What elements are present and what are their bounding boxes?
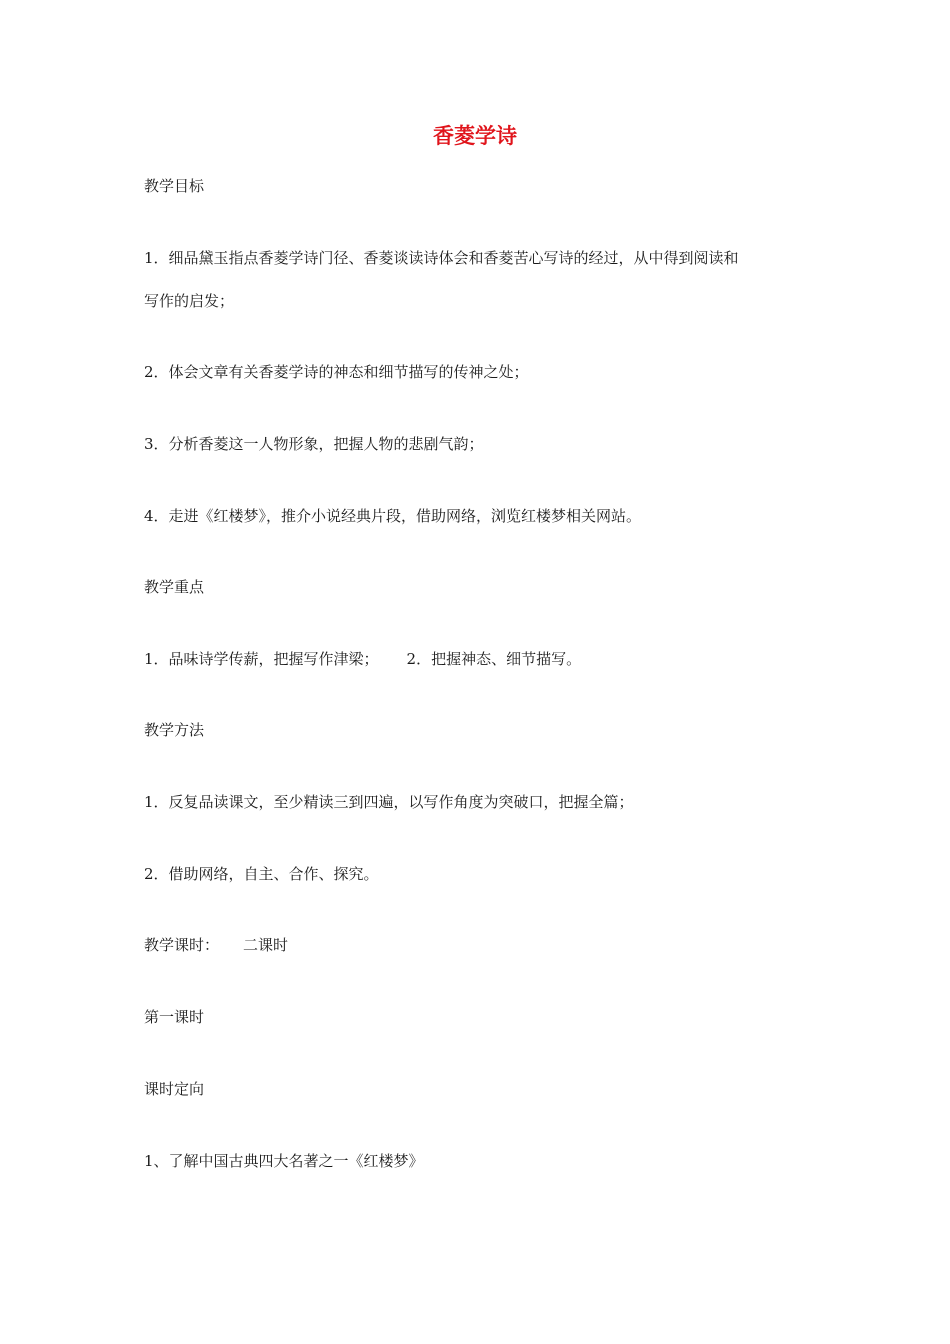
key-point-1: 1．品味诗学传薪，把握写作津梁； xyxy=(144,650,379,668)
lesson-hours-row xyxy=(144,935,288,955)
goal-item-3: 3．分析香菱这一人物形象，把握人物的悲剧气韵； xyxy=(144,435,484,453)
key-points-heading: 教学重点 xyxy=(144,578,205,596)
method-item-1: 1．反复品读课文，至少精读三到四遍，以写作角度为突破口，把握全篇； xyxy=(144,793,634,811)
goal-item-2: 2．体会文章有关香菱学诗的神态和细节描写的传神之处； xyxy=(144,363,529,381)
goal-item-1-line-2: 写作的启发； xyxy=(144,292,235,310)
goals-heading: 教学目标 xyxy=(144,177,205,195)
first-lesson-heading: 第一课时 xyxy=(144,1008,205,1026)
key-points-row xyxy=(144,649,581,669)
lesson-hours-value: 二课时 xyxy=(243,936,289,954)
goal-item-4: 4．走进《红楼梦》，推介小说经典片段，借助网络，浏览红楼梦相关网站。 xyxy=(144,507,642,525)
methods-heading: 教学方法 xyxy=(144,721,205,739)
orientation-item-1: 1、了解中国古典四大名著之一《红楼梦》 xyxy=(144,1152,424,1170)
method-item-2: 2．借助网络，自主、合作、探究。 xyxy=(144,865,379,883)
document-title: 香菱学诗 xyxy=(433,124,517,148)
key-point-2: 2．把握神态、细节描写。 xyxy=(406,650,582,668)
lesson-hours-label: 教学课时： xyxy=(144,936,220,954)
orientation-heading: 课时定向 xyxy=(144,1080,205,1098)
goal-item-1-line-1: 1．细品黛玉指点香菱学诗门径、香菱谈读诗体会和香菱苦心写诗的经过，从中得到阅读和 xyxy=(144,249,739,267)
